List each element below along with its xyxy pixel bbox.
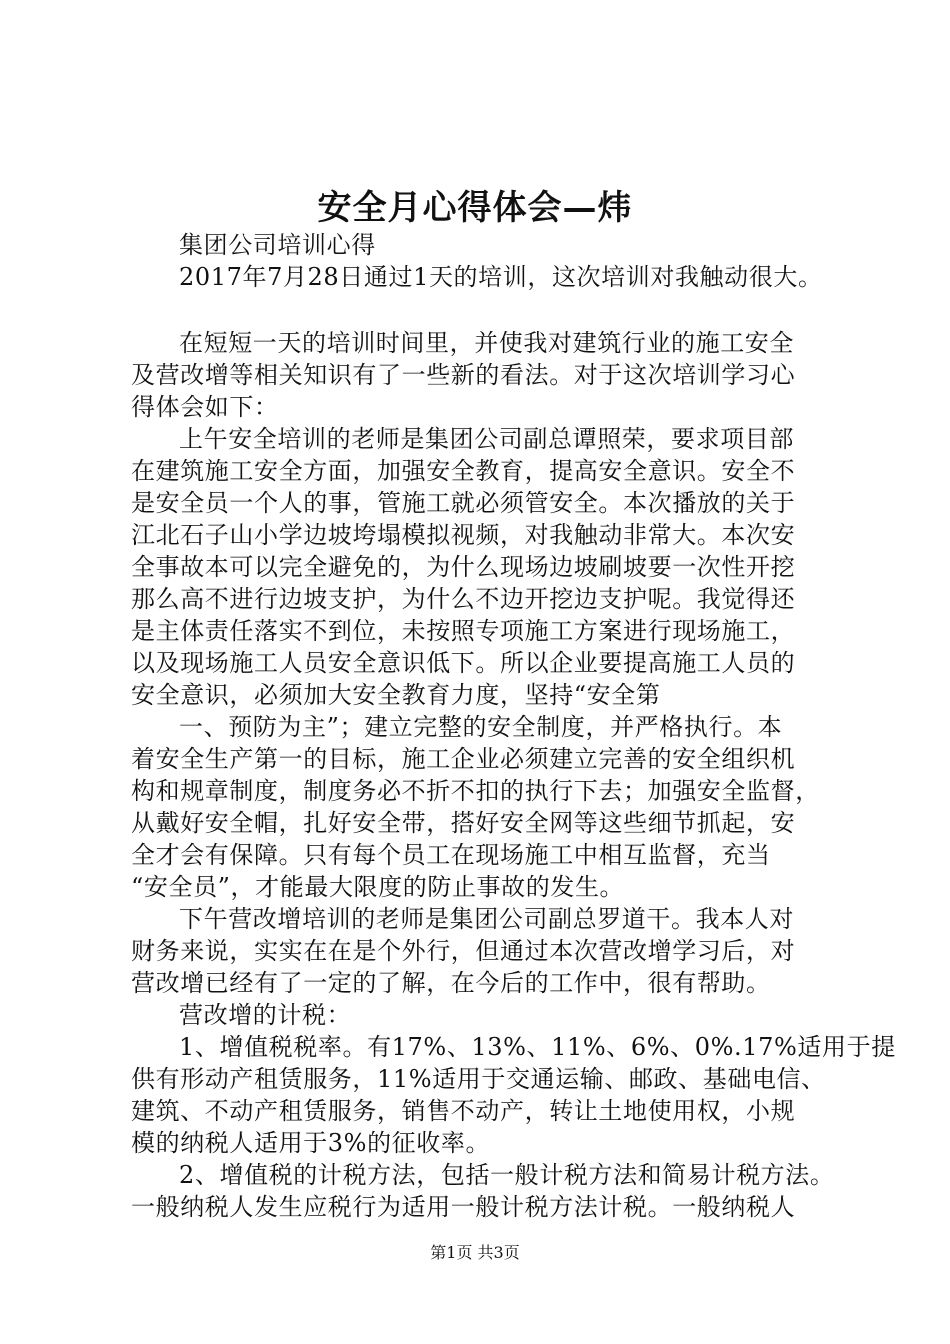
text-line: 是主体责任落实不到位，未按照专项施工方案进行现场施工，	[131, 617, 796, 645]
text-line: 在短短一天的培训时间里，并使我对建筑行业的施工安全	[179, 329, 794, 357]
text-line: 从戴好安全帽，扎好安全带，搭好安全网等这些细节抓起，安	[131, 809, 796, 837]
text-line: 财务来说，实实在在是个外行，但通过本次营改增学习后，对	[131, 937, 796, 965]
text-line: 得体会如下：	[131, 393, 279, 421]
text-line: 着安全生产第一的目标，施工企业必须建立完善的安全组织机	[131, 745, 796, 773]
text-line: 以及现场施工人员安全意识低下。所以企业要提高施工人员的	[131, 649, 796, 677]
text-line: 及营改增等相关知识有了一些新的看法。对于这次培训学习心	[131, 361, 796, 389]
text-line: 营改增已经有了一定的了解，在今后的工作中，很有帮助。	[131, 969, 771, 997]
text-line: 供有形动产租赁服务，11%适用于交通运输、邮政、基础电信、	[131, 1065, 826, 1093]
text-line: 模的纳税人适用于3%的征收率。	[131, 1129, 491, 1157]
text-line: 在建筑施工安全方面，加强安全教育，提高安全意识。安全不	[131, 457, 796, 485]
text-line: 全事故本可以完全避免的，为什么现场边坡刷坡要一次性开挖	[131, 553, 796, 581]
text-line: 一般纳税人发生应税行为适用一般计税方法计税。一般纳税人	[131, 1193, 796, 1221]
text-line: 集团公司培训心得	[179, 231, 376, 259]
page-footer: 第1页 共3页	[430, 1243, 520, 1262]
text-line: 建筑、不动产租赁服务，销售不动产，转让土地使用权，小规	[131, 1097, 796, 1125]
text-line: 一、预防为主”；建立完整的安全制度，并严格执行。本	[179, 713, 783, 741]
text-line: 1、增值税税率。有17%、13%、11%、6%、0%.17%适用于提	[179, 1033, 896, 1061]
text-line: 安全意识，必须加大安全教育力度，坚持“安全第	[131, 681, 661, 709]
text-line: 构和规章制度，制度务必不折不扣的执行下去；加强安全监督，	[131, 777, 820, 805]
text-line: 2、增值税的计税方法，包括一般计税方法和简易计税方法。	[179, 1161, 835, 1189]
text-line: 营改增的计税：	[179, 1001, 352, 1029]
text-line: 上午安全培训的老师是集团公司副总谭照荣，要求项目部	[179, 425, 794, 453]
text-line: 下午营改增培训的老师是集团公司副总罗道干。我本人对	[179, 905, 794, 933]
text-line: 江北石子山小学边坡垮塌模拟视频，对我触动非常大。本次安	[131, 521, 796, 549]
text-line: 是安全员一个人的事，管施工就必须管安全。本次播放的关于	[131, 489, 796, 517]
text-line: 那么高不进行边坡支护，为什么不边开挖边支护呢。我觉得还	[131, 585, 796, 613]
text-line: 全才会有保障。只有每个员工在现场施工中相互监督，充当	[131, 841, 771, 869]
text-line: “安全员”，才能最大限度的防止事故的发生。	[131, 873, 625, 901]
text-line: 2017年7月28日通过1天的培训，这次培训对我触动很大。	[179, 263, 823, 291]
document-title: 安全月心得体会—炜	[317, 188, 633, 228]
